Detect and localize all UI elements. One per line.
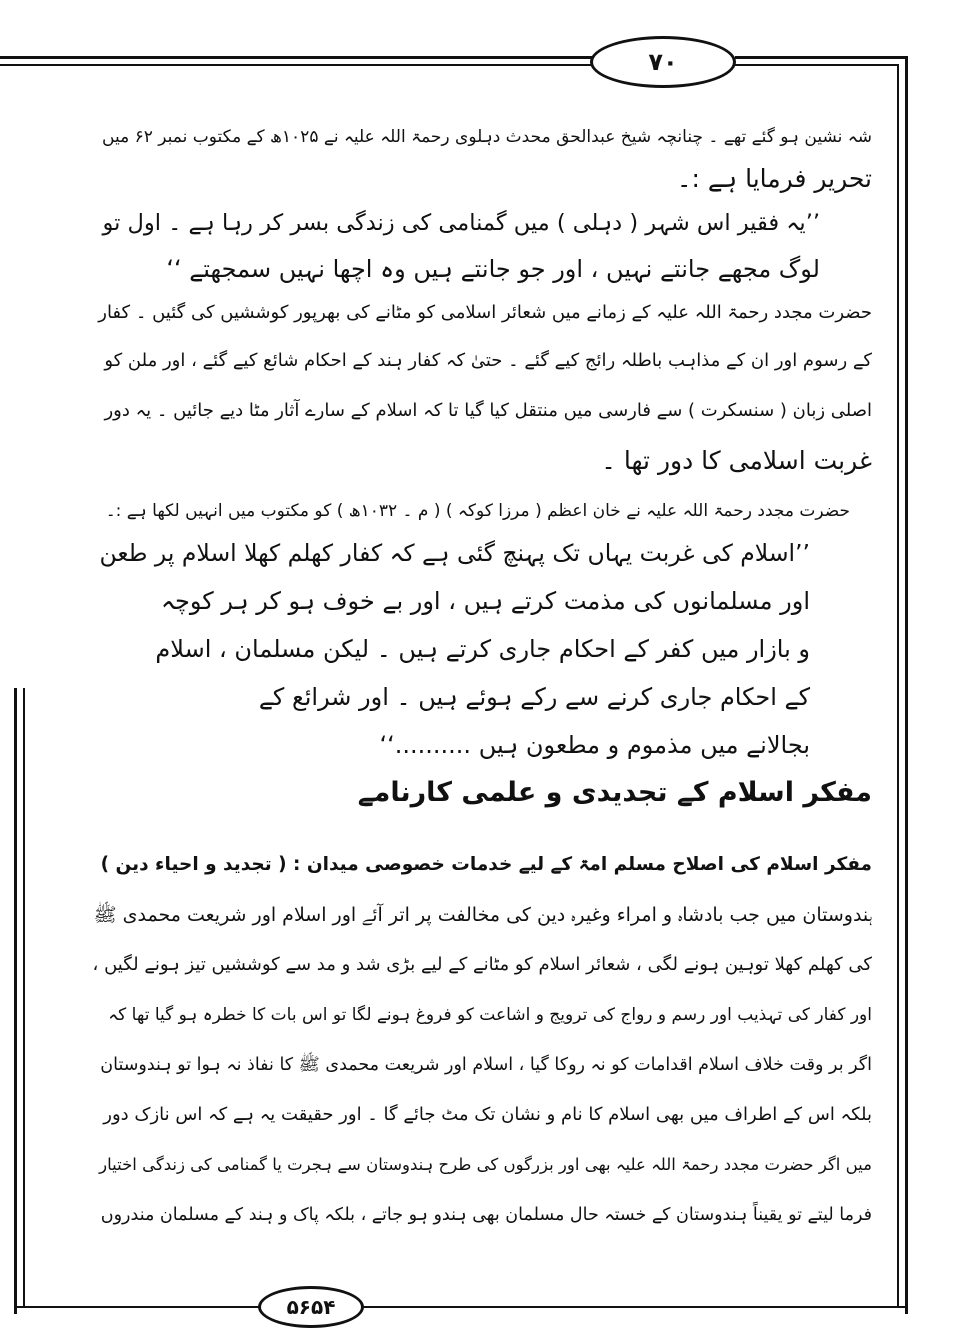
text-line: اور کفار کی تہذیب اور رسم و رواج کی ترویج و اشاعت کو فروغ ہونے لگا تو اس بات کا خطرہ ہو گیا تھا کہ	[108, 1005, 872, 1025]
quote-line: اور مسلمانوں کی مذمت کرتے ہیں ، اور بے خوف ہو کر ہر کوچہ	[160, 587, 810, 615]
top-border-line-right-inner	[735, 64, 897, 66]
text-line: حضرت مجدد رحمۃ اللہ علیہ کے زمانے میں شعائر اسلامی کو مٹانے کی بھرپور کوششیں کی گئیں ۔ کفار	[98, 302, 872, 323]
top-border-line-inner	[0, 64, 595, 66]
quote-line: بجالانے میں مذموم و مطعون ہیں ..........‘‘	[379, 731, 810, 759]
text-line: تحریر فرمایا ہے :۔	[676, 164, 872, 193]
left-border-line-inner	[23, 688, 25, 1306]
subsection-heading: مفکر اسلام کی اصلاح مسلم امۃ کے لیے خدمات خصوصی میدان : ( تجدید و احیاء دین )	[100, 854, 872, 875]
left-border-line	[14, 688, 17, 1314]
text-line: اصلی زبان ( سنسکرت ) سے فارسی میں منتقل کیا گیا تا کہ اسلام کے سارے آثار مٹا دیے جائیں ۔ یہ دور	[104, 400, 872, 421]
text-line: بلکہ اس کے اطراف میں بھی اسلام کا نام و نشان تک مٹ جائے گا ۔ اور حقیقت یہ ہے کہ اس نازک دور	[103, 1104, 872, 1125]
quote-line: ’’یہ فقیر اس شہر ( دہلی ) میں گمنامی کی زندگی بسر کر رہا ہے ۔ اول تو	[102, 210, 820, 236]
text-line: حضرت مجدد رحمۃ اللہ علیہ نے خان اعظم ( مرزا کوکہ ) ( م ۔ ۱۰۳۲ھ ) کو مکتوب میں انہیں لکھا ہے :۔	[105, 501, 850, 521]
quote-line: لوگ مجھے جانتے نہیں ، اور جو جانتے ہیں وہ اچھا نہیں سمجھتے ‘‘	[166, 255, 820, 283]
quote-line: ’’اسلام کی غربت یہاں تک پہنچ گئی ہے کہ کفار کھلم کھلا اسلام پر طعن	[99, 539, 810, 567]
text-line: شہ نشین ہو گئے تھے ۔ چنانچہ شیخ عبدالحق محدث دہلوی رحمۃ اللہ علیہ نے ۱۰۲۵ھ کے مکتوب نمبر ۶۲ میں	[102, 127, 872, 147]
text-line: غربت اسلامی کا دور تھا ۔	[601, 446, 872, 475]
quote-line: کے احکام جاری کرنے سے رکے ہوئے ہیں ۔ اور شرائع کے	[258, 683, 810, 711]
right-border-line	[905, 56, 908, 1314]
text-line: ہندوستان میں جب بادشاہ و امراء وغیرہ دین کی مخالفت پر اتر آئے اور اسلام اور شریعت محمدی ﷺ	[93, 904, 872, 926]
text-line: فرما لیتے تو یقیناً ہندوستان کے خستہ حال مسلمان بھی ہندو ہو جاتے ، بلکہ پاک و ہند کے مسلمان مندروں	[100, 1205, 872, 1225]
text-line: میں اگر حضرت مجدد رحمۃ اللہ علیہ بھی اور بزرگوں کی طرح ہندوستان سے ہجرت یا گمنامی کی زندگی اختیار	[99, 1155, 872, 1174]
top-border-line	[0, 56, 595, 59]
top-border-line-right	[735, 56, 905, 59]
text-line: کی کھلم کھلا توہین ہونے لگی ، شعائر اسلام کو مٹانے کے لیے بڑی شد و مد سے کوششیں تیز ہونے لگیں ،	[92, 954, 872, 975]
text-line: کے رسوم اور ان کے مذاہب باطلہ رائج کیے گئے ۔ حتیٰ کہ کفار ہند کے احکام شائع کیے گئے ، اور ملن کو	[104, 350, 872, 371]
text-line: اگر بر وقت خلاف اسلام اقدامات کو نہ روکا گیا ، اسلام اور شریعت محمدی ﷺ کا نفاذ نہ ہوا تو ہندوستان	[100, 1055, 872, 1075]
page-number-badge: ۷۰	[590, 36, 736, 88]
right-border-line-inner	[897, 64, 899, 1306]
section-heading: مفکر اسلام کے تجدیدی و علمی کارنامے	[357, 777, 872, 808]
bottom-border-line-right	[360, 1306, 907, 1308]
bottom-border-line	[14, 1306, 259, 1308]
quote-line: و بازار میں کفر کے احکام جاری کرتے ہیں ۔ لیکن مسلمان ، اسلام	[155, 635, 810, 663]
footer-code-badge: ۵۶۵۴	[258, 1286, 364, 1328]
